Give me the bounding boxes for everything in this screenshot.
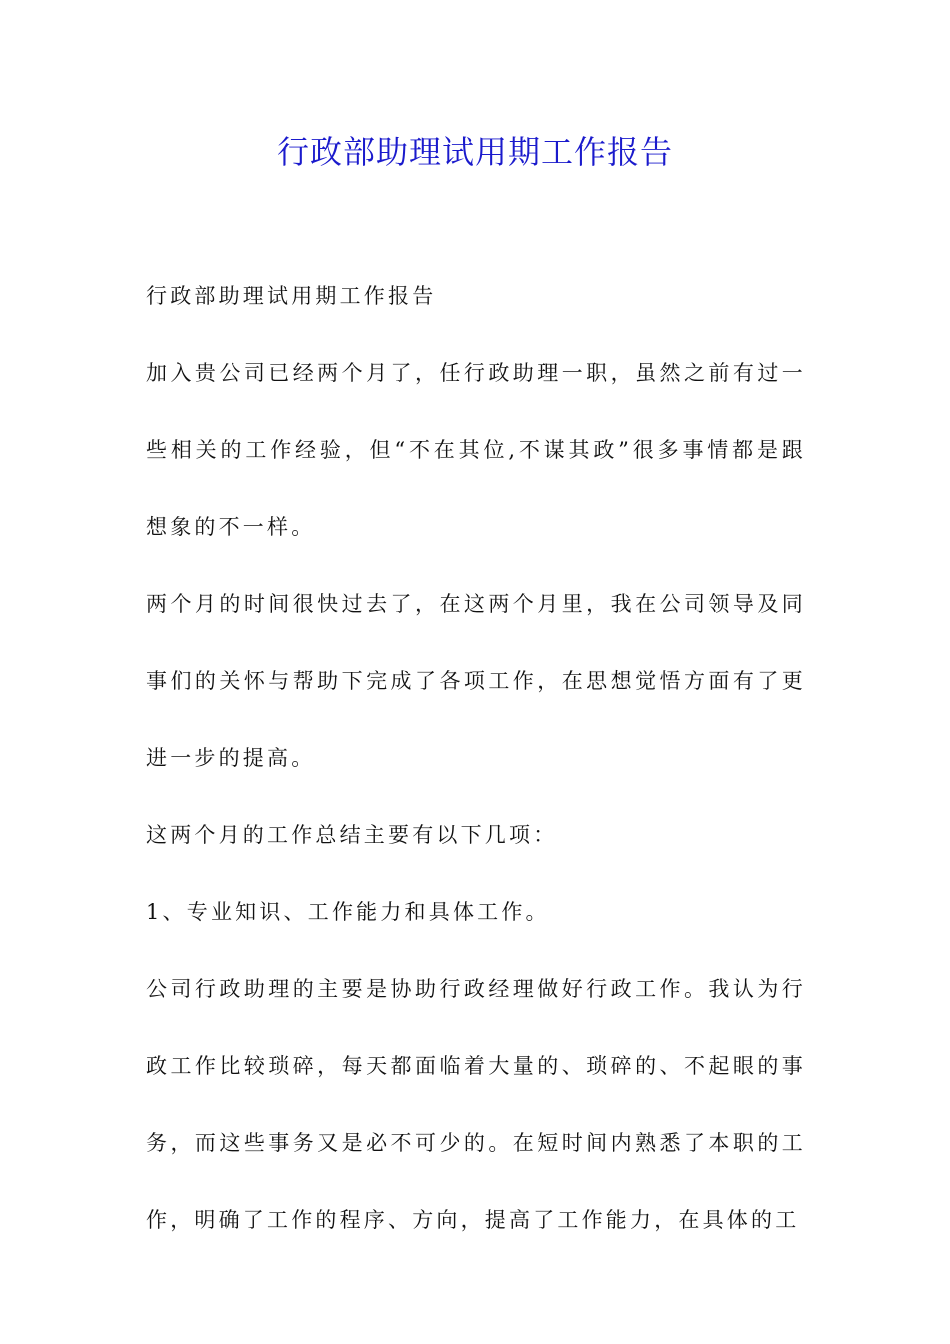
paragraph-intro: 加入贵公司已经两个月了，任行政助理一职，虽然之前有过一些相关的工作经验，但“不在其位,不谋其政”很多事情都是跟想象的不一样。 — [146, 361, 806, 539]
document-title: 行政部助理试用期工作报告 — [276, 133, 673, 171]
paragraph-heading: 行政部助理试用期工作报告 — [146, 284, 437, 308]
document-body — [146, 258, 806, 1259]
paragraph-section-1: 1、专业知识、工作能力和具体工作。 — [146, 900, 550, 924]
paragraph-summary-intro: 这两个月的工作总结主要有以下几项： — [146, 823, 558, 847]
paragraph-progress: 两个月的时间很快过去了，在这两个月里，我在公司领导及同事们的关怀与帮助下完成了各项工作，在思想觉悟方面有了更进一步的提高。 — [146, 592, 806, 770]
paragraph-duties: 公司行政助理的主要是协助行政经理做好行政工作。我认为行政工作比较琐碎，每天都面临着大量的、琐碎的、不起眼的事务，而这些事务又是必不可少的。在短时间内熟悉了本职的工作，明确了工作的程序、方向，提高了工作能力，在具体的工 — [146, 977, 806, 1232]
